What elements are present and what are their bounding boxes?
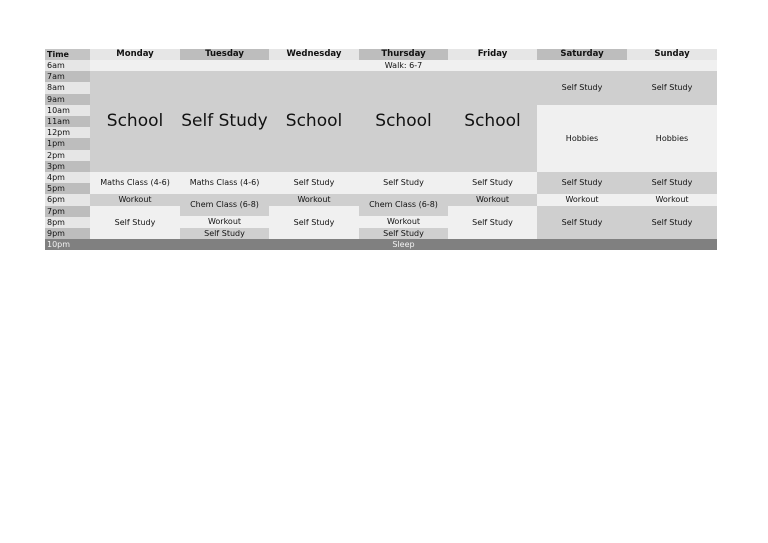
time-label: 5pm: [45, 183, 90, 194]
workout-friday: Workout: [448, 194, 537, 206]
school-block-wednesday: School: [269, 71, 359, 172]
maths-class-monday: Maths Class (4-6): [90, 172, 180, 194]
workout-wednesday: Workout: [269, 194, 359, 206]
self-study-block-tuesday: Self Study: [180, 71, 269, 172]
self-study-friday-afternoon: Self Study: [448, 172, 537, 194]
self-study-saturday-morning: Self Study: [537, 71, 627, 105]
self-study-saturday-afternoon: Self Study: [537, 172, 627, 194]
chem-class-thursday: Chem Class (6-8): [359, 194, 448, 216]
self-study-wednesday: Self Study: [269, 206, 359, 239]
self-study-tuesday: Self Study: [180, 228, 269, 239]
self-study-thursday-afternoon: Self Study: [359, 172, 448, 194]
time-label: 9pm: [45, 228, 90, 239]
time-label: 7am: [45, 71, 90, 82]
time-label: 2pm: [45, 150, 90, 161]
self-study-wednesday-afternoon: Self Study: [269, 172, 359, 194]
workout-tuesday: Workout: [180, 216, 269, 228]
school-block-thursday: School: [359, 71, 448, 172]
self-study-sunday-afternoon: Self Study: [627, 172, 717, 194]
chem-class-tuesday: Chem Class (6-8): [180, 194, 269, 216]
time-label: 7pm: [45, 206, 90, 217]
header-friday: Friday: [448, 49, 537, 60]
self-study-sunday-morning: Self Study: [627, 71, 717, 105]
time-label: 10pm: [45, 239, 90, 250]
maths-class-tuesday: Maths Class (4-6): [180, 172, 269, 194]
time-label: 4pm: [45, 172, 90, 183]
header-thursday: Thursday: [359, 49, 448, 60]
header-monday: Monday: [90, 49, 180, 60]
header-time: Time: [45, 49, 90, 60]
time-label: 11am: [45, 116, 90, 127]
time-label: 10am: [45, 105, 90, 116]
time-label: 3pm: [45, 161, 90, 172]
header-saturday: Saturday: [537, 49, 627, 60]
hobbies-sunday: Hobbies: [627, 105, 717, 172]
time-label: 6pm: [45, 194, 90, 206]
time-label: 1pm: [45, 138, 90, 150]
header-wednesday: Wednesday: [269, 49, 359, 60]
sleep-block: Sleep: [90, 239, 717, 250]
self-study-saturday-evening: Self Study: [537, 206, 627, 239]
time-label: 6am: [45, 60, 90, 71]
time-label: 8am: [45, 82, 90, 94]
self-study-thursday: Self Study: [359, 228, 448, 239]
hobbies-saturday: Hobbies: [537, 105, 627, 172]
header-sunday: Sunday: [627, 49, 717, 60]
workout-thursday: Workout: [359, 216, 448, 228]
workout-sunday: Workout: [627, 194, 717, 206]
header-tuesday: Tuesday: [180, 49, 269, 60]
self-study-monday: Self Study: [90, 206, 180, 239]
time-label: 12pm: [45, 127, 90, 138]
self-study-sunday-evening: Self Study: [627, 206, 717, 239]
schedule-sheet: [45, 49, 717, 250]
workout-saturday: Workout: [537, 194, 627, 206]
workout-monday: Workout: [90, 194, 180, 206]
school-block-friday: School: [448, 71, 537, 172]
school-block-monday: School: [90, 71, 180, 172]
time-label: 9am: [45, 94, 90, 105]
time-label: 8pm: [45, 217, 90, 228]
walk-block: Walk: 6-7: [90, 60, 717, 71]
self-study-friday: Self Study: [448, 206, 537, 239]
